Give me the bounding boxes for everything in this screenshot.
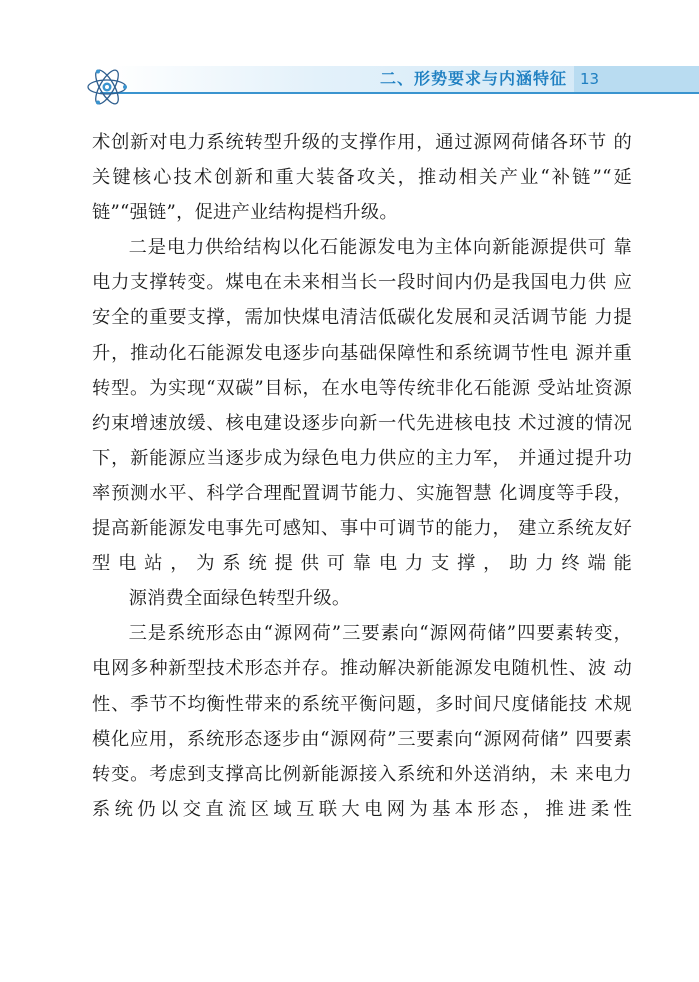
text-line: 受站址资源约束增速放缓、核电建设逐步向新一代先进核电技 xyxy=(92,377,633,434)
text-line: 电网多种新型技术形态并存。推动解决新能源发电随机性、波 xyxy=(92,658,607,680)
text-line: 靠电力支撑转变。煤电在未来相当长一段时间内仍是我国电力供 xyxy=(92,237,633,294)
text-line: 四要素转变。考虑到支撑高比例新能源接入系统和外送消纳，未 xyxy=(92,728,632,785)
text-line: 术创新对电力系统转型升级的支撑作用，通过源网荷储各环节 xyxy=(92,132,607,153)
page-header xyxy=(0,0,699,110)
text-line: 建立系统友好型电站，为系统提供可靠电力支撑，助力终端能 xyxy=(92,518,633,575)
text-line: 应安全的重要支撑，需加快煤电清洁低碳化发展和灵活调节能 xyxy=(92,272,632,329)
paragraph-1 xyxy=(92,125,632,230)
text-line: 来电力系统仍以交直流区域互联大电网为基本形态，推进柔性 xyxy=(92,763,632,820)
text-line: 的关键核心技术创新和重大装备攻关，推动相关产业“补链”“延 xyxy=(92,132,632,189)
text-line: 术规模化应用，系统形态逐步由“源网荷”三要素向“源网荷储” xyxy=(92,693,633,750)
section-title: 二、形势要求与内涵特征 xyxy=(379,69,567,88)
paragraph-2 xyxy=(92,230,632,616)
text-line: 化调度等手段，提高新能源发电事先可感知、事中可调节的能力， xyxy=(92,482,632,540)
text-line: 二是电力供给结构以化石能源发电为主体向新能源提供可 xyxy=(128,237,607,259)
text-line: 源并重转型。为实现“双碳”目标，在水电等传统非化石能源 xyxy=(92,342,632,399)
atom-icon xyxy=(84,64,130,110)
text-line: 并通过提升功率预测水平、科学合理配置调节能力、实施智慧 xyxy=(92,447,633,504)
text-line: 三是系统形态由“源网荷”三要素向“源网荷储”四要素转变， xyxy=(128,623,632,645)
body-text xyxy=(92,125,632,827)
header-rule xyxy=(100,92,699,94)
text-line: 链”“强链”，促进产业结构提档升级。 xyxy=(92,202,398,224)
paragraph-3 xyxy=(92,616,632,827)
text-line: 动性、季节不均衡性带来的系统平衡问题，多时间尺度储能技 xyxy=(92,658,632,715)
page-number: 13 xyxy=(580,70,600,88)
text-line: 力提升，推动化石能源发电逐步向基础保障性和系统调节性电 xyxy=(92,307,633,364)
text-line: 源消费全面绿色转型升级。 xyxy=(128,588,351,610)
text-line: 术过渡的情况下，新能源应当逐步成为绿色电力供应的主力军， xyxy=(92,412,633,469)
